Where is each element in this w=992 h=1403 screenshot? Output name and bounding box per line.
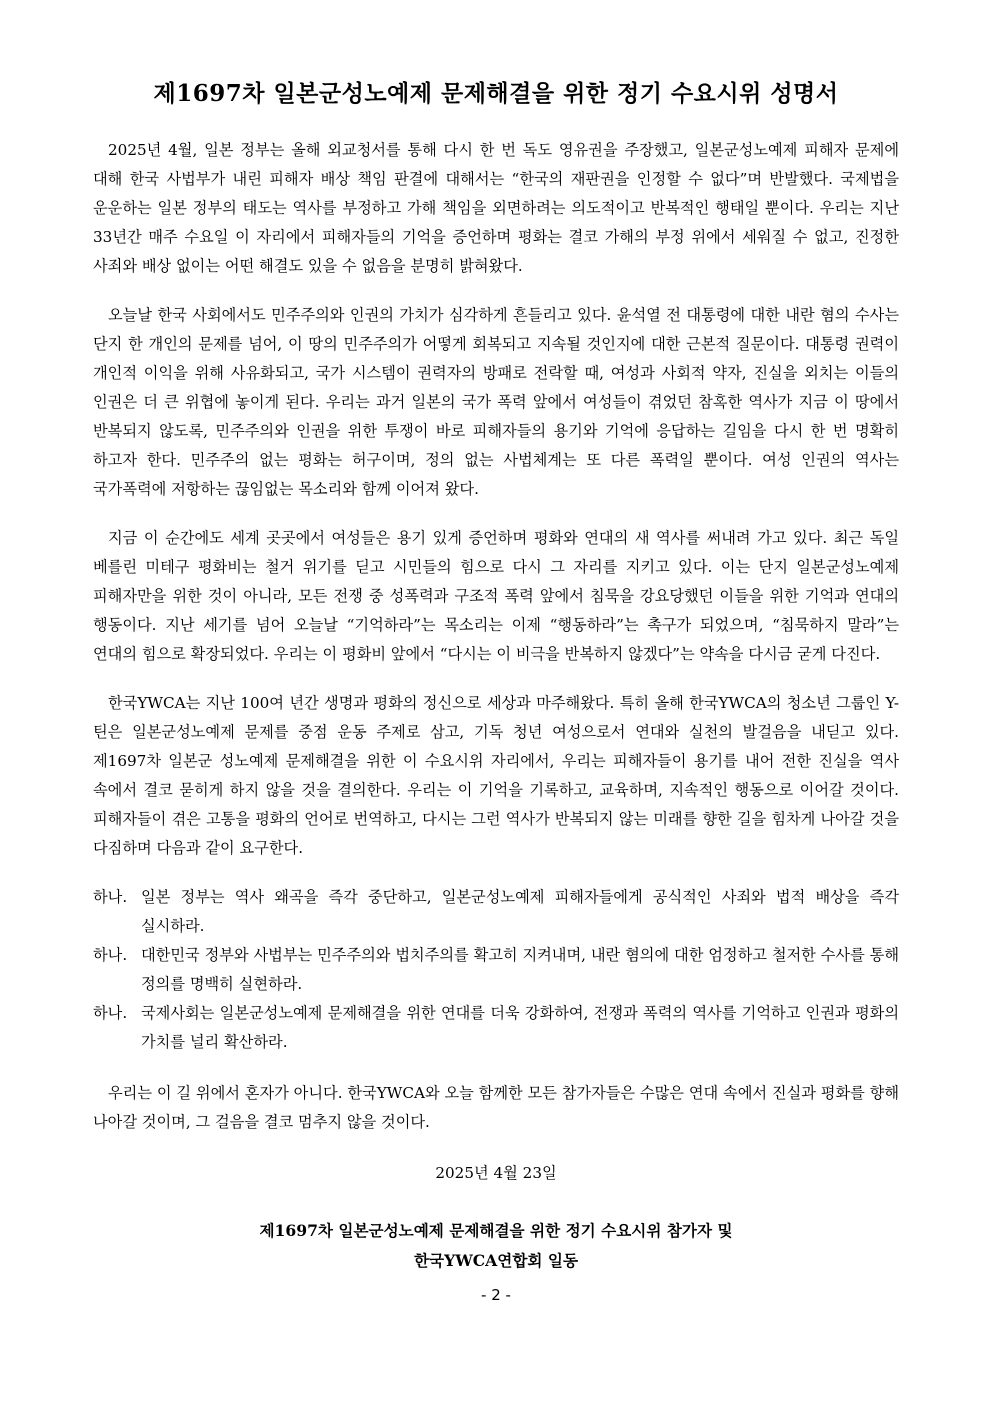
paragraph-democracy: 오늘날 한국 사회에서도 민주주의와 인권의 가치가 심각하게 흔들리고 있다. 윤석열 전 대통령에 대한 내란 혐의 수사는 단지 한 개인의 문제를 넘어, 이 땅의 민주주의가 어떻게 회복되고 지속될 것인지에 대한 근본적 질문이다. 대통령 권력이 개인적 이익을 위해 사유화되고, 국가 시스템이 권력자의 방패로 전락할 때, 여성과 사회적 약자, 진실을 외치는 이들의 인권은 더 큰 위협에 놓이게 된다. 우리는 과거 일본의 국가 폭력 앞에서 여성들이 겪었던 참혹한 역사가 지금 이 땅에서 반복되지 않도록, 민주주의와 인권을 위한 투쟁이 바로 피해자들의 용기와 기억에 응답하는 길임을 다시 한 번 명확히 하고자 한다. 민주주의 없는 평화는 허구이며, 정의 없는 사법체계는 또 다른 폭력일 뿐이다. 여성 인권의 역사는 국가폭력에 저항하는 끊임없는 목소리와 함께 이어져 왔다. (93, 306, 899, 498)
demand-marker: 하나. (93, 946, 128, 964)
signers-line-2: 한국YWCA연합회 일동 (413, 1251, 579, 1270)
demands-list (93, 883, 899, 1057)
document-title: 제1697차 일본군성노예제 문제해결을 위한 정기 수요시위 성명서 (153, 80, 839, 107)
paragraph-peace-statue: 지금 이 순간에도 세계 곳곳에서 여성들은 용기 있게 증언하며 평화와 연대의 새 역사를 써내려 가고 있다. 최근 독일 베를린 미테구 평화비는 철거 위기를 딛고 시민들의 힘으로 다시 그 자리를 지키고 있다. 이는 단지 일본군성노예제 피해자만을 위한 것이 아니라, 모든 전쟁 중 성폭력과 구조적 폭력 앞에서 침묵을 강요당했던 이들을 위한 기억과 연대의 행동이다. 지난 세기를 넘어 오늘날 “기억하라”는 목소리는 이제 “행동하라”는 촉구가 되었으며, “침묵하지 말라”는 연대의 힘으로 확장되었다. 우리는 이 평화비 앞에서 “다시는 이 비극을 반복하지 않겠다”는 약속을 다시금 굳게 다진다. (93, 529, 899, 663)
demand-item (93, 941, 899, 999)
demand-text: 대한민국 정부와 사법부는 민주주의와 법치주의를 확고히 지켜내며, 내란 혐의에 대한 엄정하고 철저한 수사를 통해 정의를 명백히 실현하라. (141, 946, 899, 993)
demand-item (93, 883, 899, 941)
page-number: - 2 - (481, 1286, 511, 1304)
statement-date: 2025년 4월 23일 (435, 1164, 557, 1182)
demand-text: 국제사회는 일본군성노예제 문제해결을 위한 연대를 더욱 강화하여, 전쟁과 폭력의 역사를 기억하고 인권과 평화의 가치를 널리 확산하라. (141, 1004, 899, 1051)
closing-paragraph: 우리는 이 길 위에서 혼자가 아니다. 한국YWCA와 오늘 함께한 모든 참가자들은 수많은 연대 속에서 진실과 평화를 향해 나아갈 것이며, 그 걸음을 결코 멈추지 않을 것이다. (93, 1084, 899, 1131)
signers-line-1: 제1697차 일본군성노예제 문제해결을 위한 정기 수요시위 참가자 및 (259, 1221, 733, 1240)
paragraph-ywca: 한국YWCA는 지난 100여 년간 생명과 평화의 정신으로 세상과 마주해왔다. 특히 올해 한국YWCA의 청소년 그룹인 Y-틴은 일본군성노예제 문제를 중점 운동 주제로 삼고, 기독 청년 여성으로서 연대와 실천의 발걸음을 내딛고 있다. 제1697차 일본군 성노예제 문제해결을 위한 이 수요시위 자리에서, 우리는 피해자들이 용기를 내어 전한 진실을 역사 속에서 결코 묻히게 하지 않을 것을 결의한다. 우리는 이 기억을 기록하고, 교육하며, 지속적인 행동으로 이어갈 것이다. 피해자들이 겪은 고통을 평화의 언어로 번역하고, 다시는 그런 역사가 반복되지 않는 미래를 향한 길을 힘차게 나아갈 것을 다짐하며 다음과 같이 요구한다. (93, 694, 899, 857)
demand-marker: 하나. (93, 888, 128, 906)
statement-page (93, 70, 899, 1306)
signers-block (93, 1216, 899, 1276)
demand-text: 일본 정부는 역사 왜곡을 즉각 중단하고, 일본군성노예제 피해자들에게 공식적인 사죄와 법적 배상을 즉각 실시하라. (141, 888, 899, 935)
demand-marker: 하나. (93, 1004, 128, 1022)
paragraph-japan-government: 2025년 4월, 일본 정부는 올해 외교청서를 통해 다시 한 번 독도 영유권을 주장했고, 일본군성노예제 피해자 문제에 대해 한국 사법부가 내린 피해자 배상 책임 판결에 대해서는 “한국의 재판권을 인정할 수 없다”며 반발했다. 국제법을 운운하는 일본 정부의 태도는 역사를 부정하고 가해 책임을 외면하려는 의도적이고 반복적인 행태일 뿐이다. 우리는 지난 33년간 매주 수요일 이 자리에서 피해자들의 기억을 증언하며 평화는 결코 가해의 부정 위에서 세워질 수 없고, 진정한 사죄와 배상 없이는 어떤 해결도 있을 수 없음을 분명히 밝혀왔다. (93, 141, 899, 275)
demand-item (93, 999, 899, 1057)
